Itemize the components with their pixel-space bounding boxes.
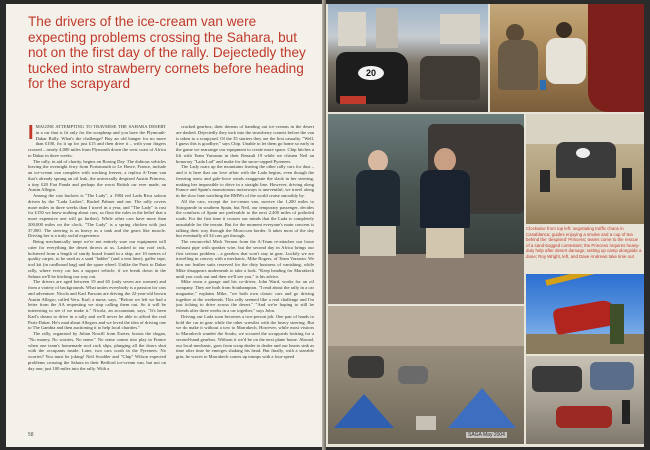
car-shape [532,366,582,392]
photo-sand-rescue [526,114,644,224]
crane-arm-shape [545,274,634,286]
dune-shape [328,306,524,346]
tent-shape [334,394,394,428]
ground-shape [328,254,524,304]
tree-shape [610,304,624,344]
person-head-shape [368,150,388,172]
car-shape [398,366,428,384]
person-body-shape [498,40,538,90]
teapot-shape [540,80,546,90]
photo-caption: Clockwise from top left: negotiating traffic chaos in Casablanca; guides enjoying a smoke and a cup of tea behind the 'despised' Princess; teams come to the rescue of a sand-bogged contestant; the Princess requires heavy-duty help after desert damage; setting up camp alongside a dune; Roy Wright, left, and Dave Andrews take time out [526,226,642,259]
folio-magazine-issue: SAGA May 2004 [468,432,505,438]
article-paragraph: The resourceful Mick Vernon from the A-Team re-attaches our loose exhaust pipe with speaker wire, but the second day in Africa brings our first serious problem – a gearbox that won't stay in gear. Luckily we are travelling in convoy with a mechanic, Mike Rogers, of Team Varzarin. We don our leather suits reserved for the dirty business of vanishing, while Mike disappears underneath to take a look. "Keep heading for Marrakech until you cook out and then we'll see you," is his advice. [176,239,314,279]
building-shape [440,14,480,44]
article-body [28,124,314,419]
building-shape [376,8,398,48]
page-number-left: 58 [28,432,34,438]
article-paragraph: IMAGINE ATTEMPTING TO TRAVERSE THE SAHARA DESERT in a car that is fit only for the scrapheap and you have the Plymouth-Dakar Rally. What's the challenge? Buy an old banger for no more than £100, fix it up for just £15 and then drive it – with your fingers crossed – nearly 4,000 miles from Plymouth down the west coast of Africa to Dakar in three weeks. [28,124,166,158]
person-shape [540,170,550,192]
left-page [6,4,322,447]
sky-shape [526,114,644,144]
person-body-shape [546,38,586,84]
car-shape [420,56,480,100]
rally-number-plate: 20 [358,66,384,80]
article-paragraph: Among the rust buckets is "The Lady", a 1984 red Lada Riva saloon driven by the "Lada Ladies", Rachel Palmer and me. The rally covers more miles in three weeks than I travel in a year, and "The Lady" is rust for £150 we knew nothing about cars, so flout the rules in the belief that a more expensive one will go further). While other cars have more than 200,000 miles on the clock, "The Lady" is a spring chicken with just 37,000. The steering is as heavy as a tank and the gears like muscle. Driving her is a truly awful experience. [28,193,166,239]
article-paragraph: Mike owns a garage and his co-driver, John Ward, works for an oil company. They are both from Southampton. "I read about the rally in a car magazine," explains Mike, "we both own classic cars and go driving together at the weekends. This rally seemed like a real challenge and I'm just itching to drive across the desert." "And we're hoping to still be friends after three weeks in a car together," says John. [176,279,314,313]
person-tshirt-shape [420,170,470,228]
person-shape [622,168,632,190]
ground-shape [526,334,644,354]
person-head-shape [434,148,456,172]
person-shorts-shape [360,226,396,256]
person-shape [622,400,630,424]
person-head-shape [556,22,572,38]
article-paragraph: All the cars, except the ice-cream van, survive the 1,200 miles to Sotogrande in southern Spain, but Neil, our temporary passenger, decides the comforts of Spain are preferable to the next 2,400 miles of potholed roads. For the first time it crosses our minds that the Lada is completely unsuitable for the terrain. But for the moment everyone's main concern is talking their way through the Moroccan border. It takes most of the day but eventually all 34 cars get through. [176,198,314,239]
photo-casablanca-traffic [328,4,488,112]
article-paragraph: Driving our Lada soon becomes a two-person job. One pair of hands to hold the car in gear while the other wrestles with the heavy steering. But we do make it without a tow to Marrakech. However, while most visitors to Marrakech wander the Souks, we scoured the scrapyards looking for a second-hand gearbox. Without it we'd be on the next plane home. Abroad, our local mechanic, goes from scrap dealer to dealer and our hearts sink as time after time he emerges shaking his head. But finally, with a sizeable grin, he waves to Marrakech comes up trumps with a four-speed [176,313,314,359]
car-shape [590,362,634,390]
person-shorts-shape [426,228,464,258]
princess-car-shape [552,299,618,335]
photo-dune-camp [328,306,524,444]
red-light-shape [340,96,366,104]
article-paragraph: The drivers are aged between 19 and 65 (only seven are women) and from a variety of backgrounds. What unites everybody is a passion for cars and adventure. Nicola and Karl Parsons are driving the 22-year-old brown Austin Allegro, called Vera. Karl, a nurse, says, "Before we left we had a letter from the AA requesting we stop calling them out. So it will be interesting to see if we make it." Nicola, an accountant, says, "It's been Karl's dream to drive in a rally and we'll never be able to afford the real Paris-Dakar. He's mad about Allegros and we loved the idea of driving one to The Gambia and then auctioning it to help local charities." [28,279,166,331]
article-paragraph: The rally, in aid of charity, begins on Boxing Day. The dubious vehicles leaving the overnight ferry from Portsmouth to Le Havre, France, include an ice-cream van complete with working freezer, a replica A-Team van that's already sprung an oil leak, the universally despised Austin Princess, a tiny £20 Fiat Panda and perhaps the worst British car ever made, an Austin Allegro. [28,158,166,193]
article-paragraph: cracked gearbox, their dreams of handing out ice-creams in the desert are dashed. Dejectedly they tuck into the strawberry cornets before the van is taken to a scrapyard. Of the 35 starters they are the first casualty. "Well, I guess this is goodbye," says Chip. Unable to let them go home so early in the game we rearrange our equipment to create more space. Chip hitches a lift with Team Yarrazan in their Renault 19 while we chisten Neil an honorary "Lada Lad" and make for the snow-capped Pyrenees. [176,124,314,164]
red-car-shape [588,4,644,112]
photo-roy-and-dave [328,114,524,304]
tent-shape [448,388,516,428]
photo-guides-tea [490,4,644,112]
right-page [326,4,644,447]
photo-princess-crane [526,274,644,354]
photo-desert-cars [526,356,644,444]
car-shape [348,356,384,378]
person-tshirt-shape [356,170,400,226]
car-shape [556,142,616,178]
car-shape [556,406,612,428]
rally-number-shape [576,148,590,158]
pull-quote: The drivers of the ice-cream van were expecting problems crossing the Sahara, but not on the first day of the rally. Dejectedly they tucked into strawberry cornets before heading for the scrapyard [28,14,306,91]
drop-cap: I [28,124,34,144]
building-shape [338,12,366,46]
article-paragraph: The Lady roars up the mountains leaving the other rally cars for dust – and it is here that our love affair with the Lada begins, even though the freezing snow and gale-force winds exaggerate the slack in her steering, making her impossible to drive in a straight line. However, driving along France and Spain's monotonous motorways is uneventful; we travel along in the slow lane watching the BMWs of the world cruise smoothly by. [176,164,314,198]
article-paragraph: Being mechanically inept we're not entirely sure our equipment will cater for everything the desert throws at us. Lashed to our roof rack, holstered from a length of sturdy board found in a skip, are 10 metres of quality carpet, to be used as a sand "ladder" (and a tent liner), gaffer tape, tool kit (in cardboard bag) and the spare wheel. Unlike the Paris to Dakar rally, where every car has a support vehicle, if we break down in the Sahara we'll be hitching our way out. [28,239,166,279]
gear-shape [416,416,436,430]
article-paragraph: The rally, organised by Julian Nowill from Exeter, boasts the slogan, "No money, No worries, No sense." No sense comes into play in France when one team's homemade roof rack slips, plunging all the doors shut with the occupants inside. Later, two cars crash in the Pyrenees. No worries? You must be joking! Neil Scudder and "Chip" Wilson expected problems crossing the Sahara in their Bedford ice-cream van, but not on day one, just 100 miles into the rally. With a [28,331,166,371]
